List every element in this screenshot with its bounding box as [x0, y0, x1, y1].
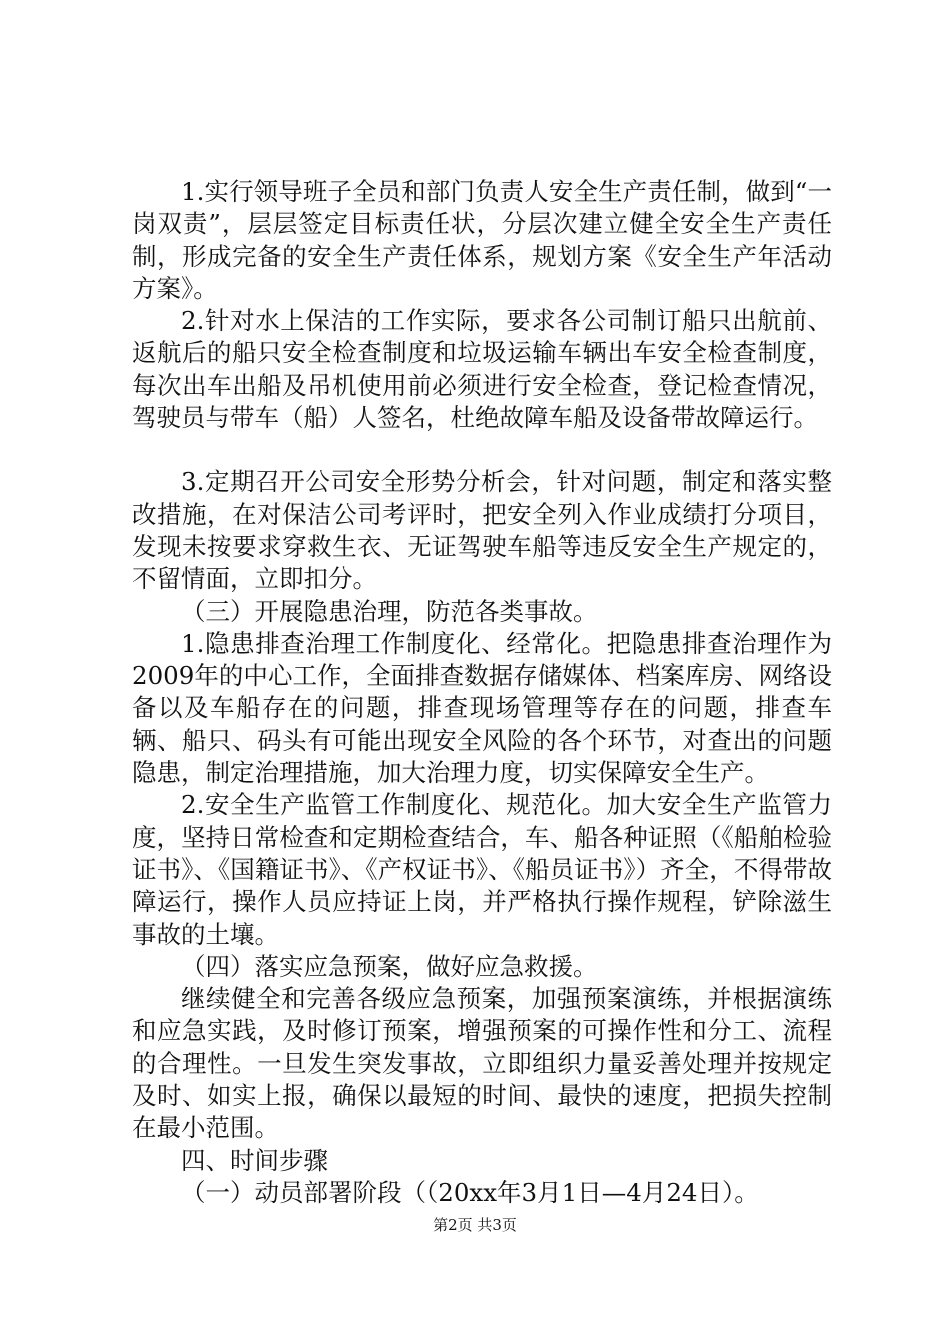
paragraph-mobilization-stage: （一）动员部署阶段（（20xx年3月1日—4月24日）。 [181, 1177, 759, 1207]
paragraph-safety-analysis-meeting: 3.定期召开公司安全形势分析会，针对问题，制定和落实整改措施，在对保洁公司考评时，把安全列入作业成绩打分项目，发现未按要求穿救生衣、无证驾驶车船等违反安全生产规定的，不留情面，立即扣分。 [132, 467, 832, 594]
paragraph-hazard-inspection: 1.隐患排查治理工作制度化、经常化。把隐患排查治理作为2009年的中心工作，全面排查数据存储媒体、档案库房、网络设备以及车船存在的问题，排查现场管理等存在的问题，排查车辆、船只、码头有可能出现安全风险的各个环节，对查出的问题隐患，制定治理措施，加大治理力度，切实保障安全生产。 [132, 628, 832, 788]
section-heading-emergency-plan: （四）落实应急预案，做好应急救援。 [181, 951, 598, 981]
paragraph-ship-inspection: 2.针对水上保洁的工作实际，要求各公司制订船只出航前、返航后的船只安全检查制度和垃圾运输车辆出车安全检查制度，每次出车出船及吊机使用前必须进行安全检查，登记检查情况，驾驶员与带车（船）人签名，杜绝故障车船及设备带故障运行。 [132, 306, 832, 433]
paragraph-safety-supervision: 2.安全生产监管工作制度化、规范化。加大安全生产监管力度，坚持日常检查和定期检查结合，车、船各种证照（《船舶检验证书》、《国籍证书》、《产权证书》、《船员证书》）齐全，不得带故障运行，操作人员应持证上岗，并严格执行操作规程，铲除滋生事故的土壤。 [132, 790, 832, 949]
section-heading-hazard-control: （三）开展隐患治理，防范各类事故。 [181, 596, 598, 626]
paragraph-responsibility-system: 1.实行领导班子全员和部门负责人安全生产责任制，做到“一岗双责”，层层签定目标责任状，分层次建立健全安全生产责任制，形成完备的安全生产责任体系，规划方案《安全生产年活动方案》。 [132, 177, 832, 303]
document-body [132, 176, 832, 1209]
page-number-footer: 第2页 共3页 [433, 1216, 517, 1234]
section-heading-time-steps: 四、时间步骤 [181, 1145, 328, 1175]
paragraph-emergency-plan: 继续健全和完善各级应急预案，加强预案演练，并根据演练和应急实践，及时修订预案，增强预案的可操作性和分工、流程的合理性。一旦发生突发事故，立即组织力量妥善处理并按规定及时、如实上报，确保以最短的时间、最快的速度，把损失控制在最小范围。 [132, 984, 832, 1143]
